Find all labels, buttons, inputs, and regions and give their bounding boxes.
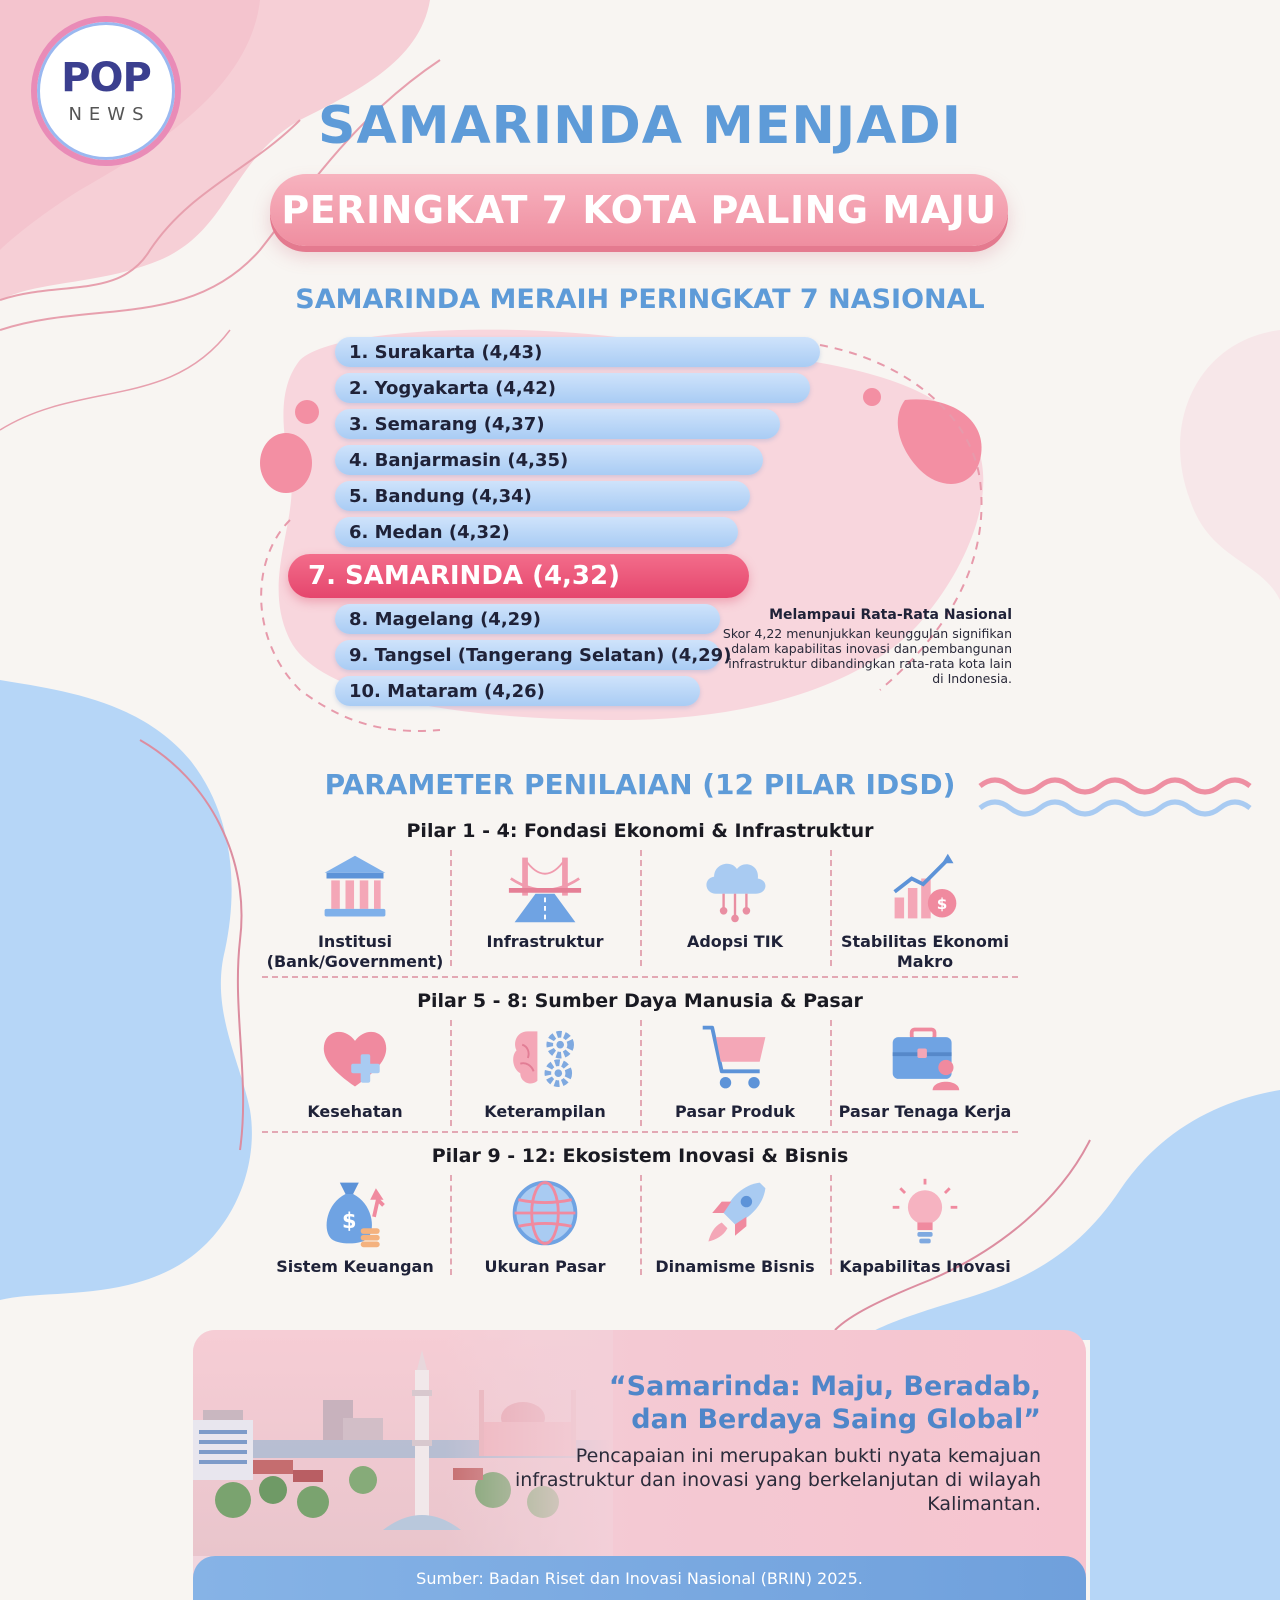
note-body: Skor 4,22 menunjukkan keunggulan signifikan dalam kapabilitas inovasi dan pembangunan infrastruktur dibandingkan rata-rata kota lain di Indonesia.	[722, 626, 1012, 686]
growth-chart-coin-icon	[887, 850, 963, 926]
heart-cross-icon	[317, 1020, 393, 1096]
pillar-label: Kesehatan	[307, 1102, 403, 1121]
rank-item-2: 2. Yogyakarta (4,42)	[335, 373, 810, 403]
rank-item-10: 10. Mataram (4,26)	[335, 676, 700, 706]
rank-item-8: 8. Magelang (4,29)	[335, 604, 720, 634]
pillar-group-3-heading: Pilar 9 - 12: Ekosistem Inovasi & Bisnis	[431, 1145, 849, 1167]
rank-item-4: 4. Banjarmasin (4,35)	[335, 445, 763, 475]
svg-text:$: $	[936, 894, 948, 913]
source-footer: Sumber: Badan Riset dan Inovasi Nasional (BRIN) 2025.	[193, 1556, 1086, 1600]
divider	[640, 1020, 642, 1126]
rank-item-1: 1. Surakarta (4,43)	[335, 337, 820, 367]
pillar-institusi	[260, 850, 450, 972]
pillar-label: Sistem Keuangan	[276, 1257, 434, 1276]
pillar-pasar-tenaga-kerja	[830, 1020, 1020, 1122]
rank-item-6: 6. Medan (4,32)	[335, 517, 738, 547]
national-average-note	[720, 607, 1012, 686]
divider	[830, 1020, 832, 1126]
divider	[830, 1175, 832, 1275]
brain-gears-icon	[507, 1020, 583, 1096]
bank-building-icon	[317, 850, 393, 926]
rank-item-5: 5. Bandung (4,34)	[335, 481, 750, 511]
rank-item-7-highlight: 7. SAMARINDA (4,32)	[288, 554, 749, 598]
lightbulb-icon	[887, 1175, 963, 1251]
divider	[640, 1175, 642, 1275]
pillar-pasar-produk	[640, 1020, 830, 1122]
rocket-icon	[697, 1175, 773, 1251]
note-title: Melampaui Rata-Rata Nasional	[769, 607, 1012, 623]
divider	[262, 976, 1018, 978]
ranking-title: SAMARINDA MERAIH PERINGKAT 7 NASIONAL	[295, 284, 985, 315]
pillar-infrastruktur	[450, 850, 640, 952]
closing-body: Pencapaian ini merupakan bukti nyata kemajuan infrastruktur dan inovasi yang berkelanjutan di wilayah Kalimantan.	[515, 1445, 1041, 1515]
pillar-label: Institusi (Bank/Government)	[266, 932, 444, 971]
divider	[262, 1131, 1018, 1133]
divider	[640, 850, 642, 966]
pillar-group-2-heading: Pilar 5 - 8: Sumber Daya Manusia & Pasar	[417, 990, 863, 1012]
page-title: SAMARINDA MENJADI	[318, 96, 962, 156]
pillar-label: Kapabilitas Inovasi	[839, 1257, 1011, 1276]
pillar-keterampilan	[450, 1020, 640, 1122]
pillar-label: Pasar Produk	[675, 1102, 795, 1121]
rank-item-3: 3. Semarang (4,37)	[335, 409, 780, 439]
pillar-stabilitas-ekonomi	[830, 850, 1020, 972]
pillar-label: Dinamisme Bisnis	[655, 1257, 815, 1276]
pillar-sistem-keuangan	[260, 1175, 450, 1277]
pillar-label: Stabilitas Ekonomi Makro	[840, 932, 1010, 971]
page-subtitle-pill: PERINGKAT 7 KOTA PALING MAJU	[270, 174, 1008, 246]
pillar-ukuran-pasar	[450, 1175, 640, 1277]
pillar-dinamisme-bisnis	[640, 1175, 830, 1277]
closing-quote	[481, 1370, 1041, 1436]
pillar-label: Pasar Tenaga Kerja	[838, 1102, 1012, 1121]
rank-item-9: 9. Tangsel (Tangerang Selatan) (4,29)	[335, 640, 720, 670]
pillar-adopsi-tik	[640, 850, 830, 952]
money-bag-icon	[317, 1175, 393, 1251]
pillar-label: Infrastruktur	[486, 932, 604, 951]
pillar-group-1-heading: Pilar 1 - 4: Fondasi Ekonomi & Infrastruktur	[406, 820, 874, 842]
pillar-kesehatan	[260, 1020, 450, 1122]
logo-main: POP	[61, 54, 151, 101]
divider	[830, 850, 832, 966]
pillar-label: Keterampilan	[484, 1102, 606, 1121]
samarinda-city-illustration	[193, 1330, 613, 1556]
logo-sub: NEWS	[68, 103, 151, 125]
divider	[450, 1175, 452, 1275]
divider	[450, 850, 452, 966]
pillar-label: Ukuran Pasar	[484, 1257, 606, 1276]
pillar-kapabilitas-inovasi	[830, 1175, 1020, 1277]
pillar-label: Adopsi TIK	[686, 932, 784, 951]
divider	[450, 1020, 452, 1126]
briefcase-person-icon	[887, 1020, 963, 1096]
quote-line-1: “Samarinda: Maju, Beradab,	[608, 1371, 1041, 1402]
cloud-network-icon	[697, 850, 773, 926]
closing-banner	[193, 1330, 1086, 1600]
shopping-cart-icon	[697, 1020, 773, 1096]
svg-text:$: $	[342, 1209, 357, 1234]
quote-line-2: dan Berdaya Saing Global”	[631, 1404, 1041, 1435]
parameters-title: PARAMETER PENILAIAN (12 PILAR IDSD)	[324, 768, 956, 801]
bridge-road-icon	[507, 850, 583, 926]
globe-icon	[507, 1175, 583, 1251]
